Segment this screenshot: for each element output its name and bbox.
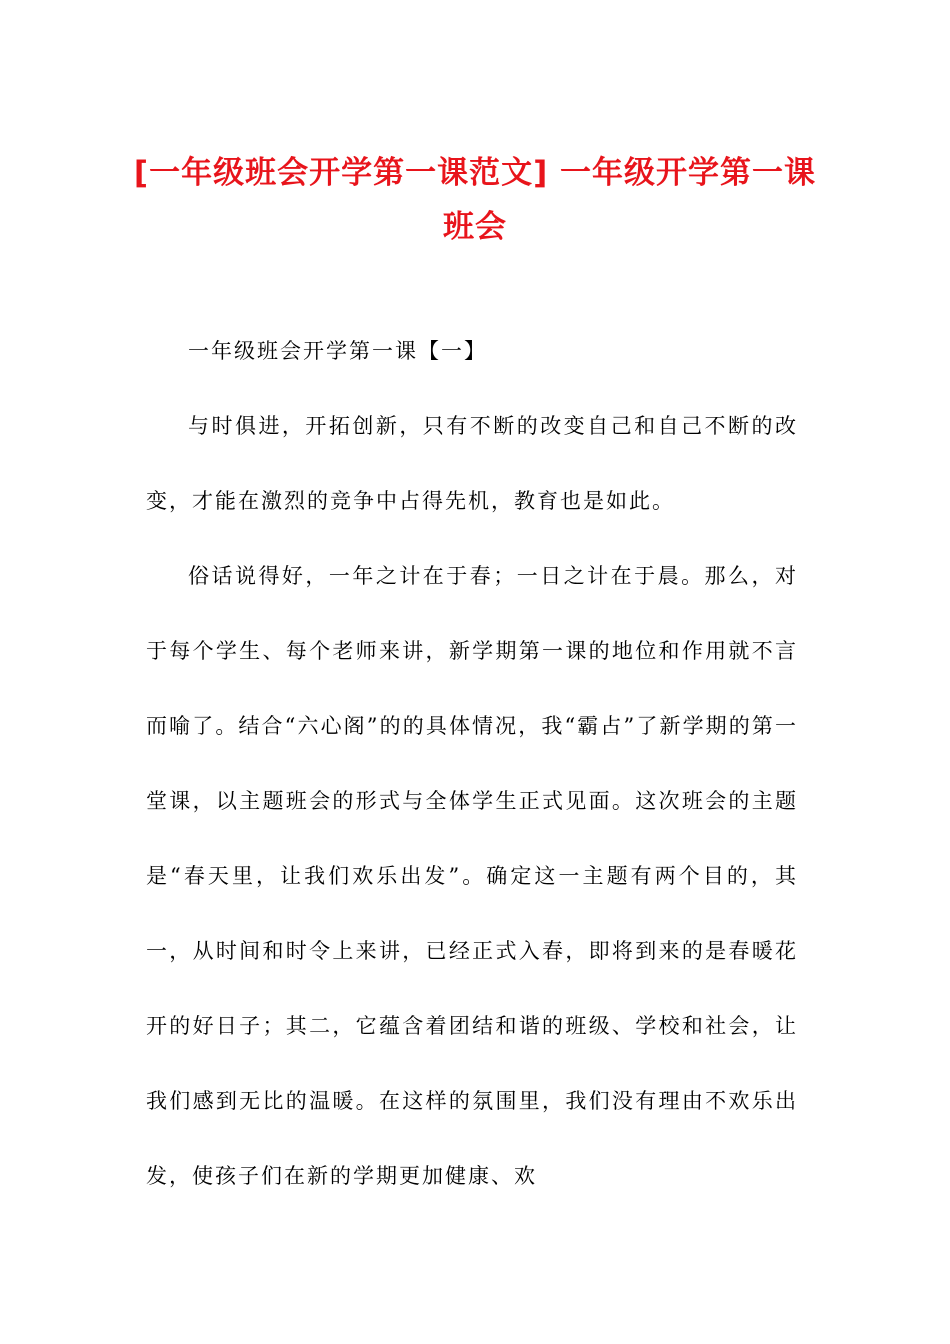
body-paragraph: 与时俱进，开拓创新，只有不断的改变自己和自己不断的改变，才能在激烈的竞争中占得先机，教育也是如此。 — [146, 414, 798, 513]
body-paragraph: 俗话说得好，一年之计在于春；一日之计在于晨。那么，对于每个学生、每个老师来讲，新学期第一课的地位和作用就不言而喻了。结合“六心阁”的的具体情况，我“霸占”了新学期的第一堂课，以主题班会的形式与全体学生正式见面。这次班会的主题是“春天里，让我们欢乐出发”。确定这一主题有两个目的，其一，从时间和时令上来讲，已经正式入春，即将到来的是春暖花开的好日子；其二，它蕴含着团结和谐的班级、学校和社会，让我们感到无比的温暖。在这样的氛围里，我们没有理由不欢乐出发，使孩子们在新的学期更加健康、欢 — [146, 564, 798, 1188]
document-title: [一年级班会开学第一课范文] 一年级开学第一课班会 — [133, 155, 817, 245]
section-heading: 一年级班会开学第一课【一】 — [188, 339, 487, 363]
document-body — [146, 314, 798, 1214]
